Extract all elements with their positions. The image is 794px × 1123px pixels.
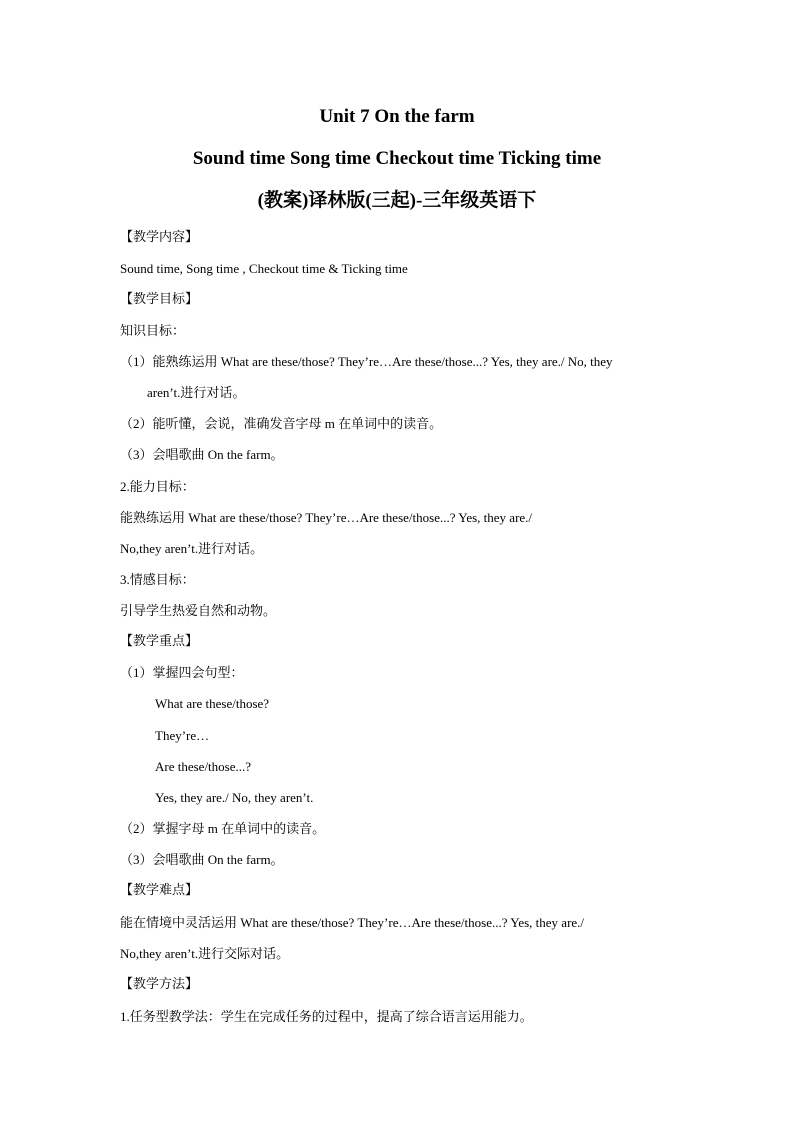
key-point-2: （2）掌握字母 m 在单词中的读音。 xyxy=(120,821,326,836)
key-point-1: （1）掌握四会句型： xyxy=(120,665,244,680)
key-sentence: They’re… xyxy=(155,728,210,743)
document-subtitle: Sound time Song time Checkout time Ticking time xyxy=(192,148,602,169)
section-heading-objectives: 【教学目标】 xyxy=(120,292,199,307)
document-title: Unit 7 On the farm xyxy=(319,106,475,127)
knowledge-objective-3: （3）会唱歌曲 On the farm。 xyxy=(120,447,284,462)
emotion-objective-text: 引导学生热爱自然和动物。 xyxy=(120,603,277,618)
difficulty-text: 能在情境中灵活运用 What are these/those? They’re…Are these/those...? Yes, they are./ xyxy=(120,915,585,930)
method-1: 1.任务型教学法：学生在完成任务的过程中，提高了综合语言运用能力。 xyxy=(120,1009,533,1024)
key-point-3: （3）会唱歌曲 On the farm。 xyxy=(120,852,284,867)
difficulty-text-cont: No,they aren’t.进行交际对话。 xyxy=(120,946,290,961)
ability-objective-label: 2.能力目标： xyxy=(120,479,195,494)
content-text: Sound time, Song time , Checkout time & Ticking time xyxy=(120,261,408,276)
key-sentence: What are these/those? xyxy=(155,696,270,711)
section-heading-content: 【教学内容】 xyxy=(120,230,199,245)
section-heading-methods: 【教学方法】 xyxy=(120,977,199,992)
knowledge-objective-1-cont: aren’t.进行对话。 xyxy=(147,385,246,400)
key-sentence: Yes, they are./ No, they aren’t. xyxy=(155,790,314,805)
emotion-objective-label: 3.情感目标： xyxy=(120,572,195,587)
ability-objective-text-cont: No,they aren’t.进行对话。 xyxy=(120,541,264,556)
knowledge-objective-2: （2）能听懂，会说，准确发音字母 m 在单词中的读音。 xyxy=(120,416,443,431)
knowledge-objective-1: （1）能熟练运用 What are these/those? They’re…Are these/those...? Yes, they are./ No, they xyxy=(120,354,613,369)
ability-objective-text: 能熟练运用 What are these/those? They’re…Are these/those...? Yes, they are./ xyxy=(120,510,533,525)
section-heading-difficulties: 【教学难点】 xyxy=(120,883,199,898)
knowledge-objective-label: 知识目标： xyxy=(120,323,186,338)
key-sentence: Are these/those...? xyxy=(155,759,252,774)
document-subtitle-chinese: (教案)译林版(三起)-三年级英语下 xyxy=(257,190,537,211)
section-heading-key-points: 【教学重点】 xyxy=(120,634,199,649)
